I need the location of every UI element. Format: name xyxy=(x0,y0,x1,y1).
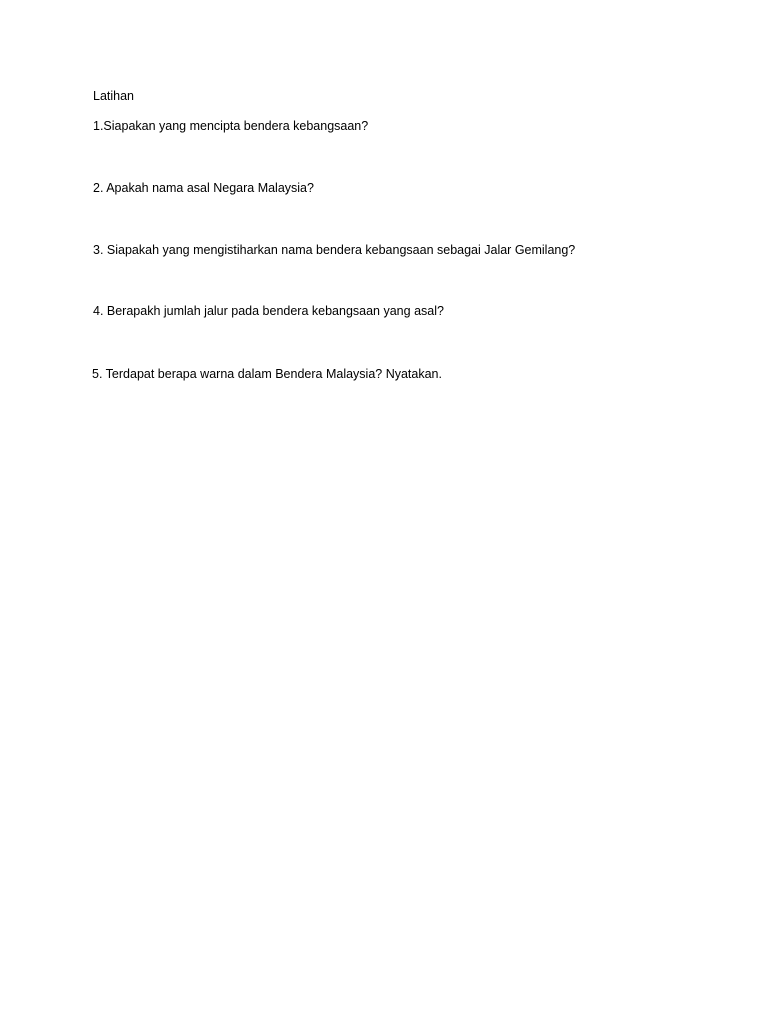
question-3: 3. Siapakah yang mengistiharkan nama bendera kebangsaan sebagai Jalar Gemilang? xyxy=(93,243,576,257)
document-heading: Latihan xyxy=(93,89,135,103)
question-2: 2. Apakah nama asal Negara Malaysia? xyxy=(93,181,314,195)
question-5: 5. Terdapat berapa warna dalam Bendera Malaysia? Nyatakan. xyxy=(92,367,442,381)
question-4: 4. Berapakh jumlah jalur pada bendera kebangsaan yang asal? xyxy=(93,304,444,318)
question-1: 1.Siapakan yang mencipta bendera kebangsaan? xyxy=(93,119,369,133)
